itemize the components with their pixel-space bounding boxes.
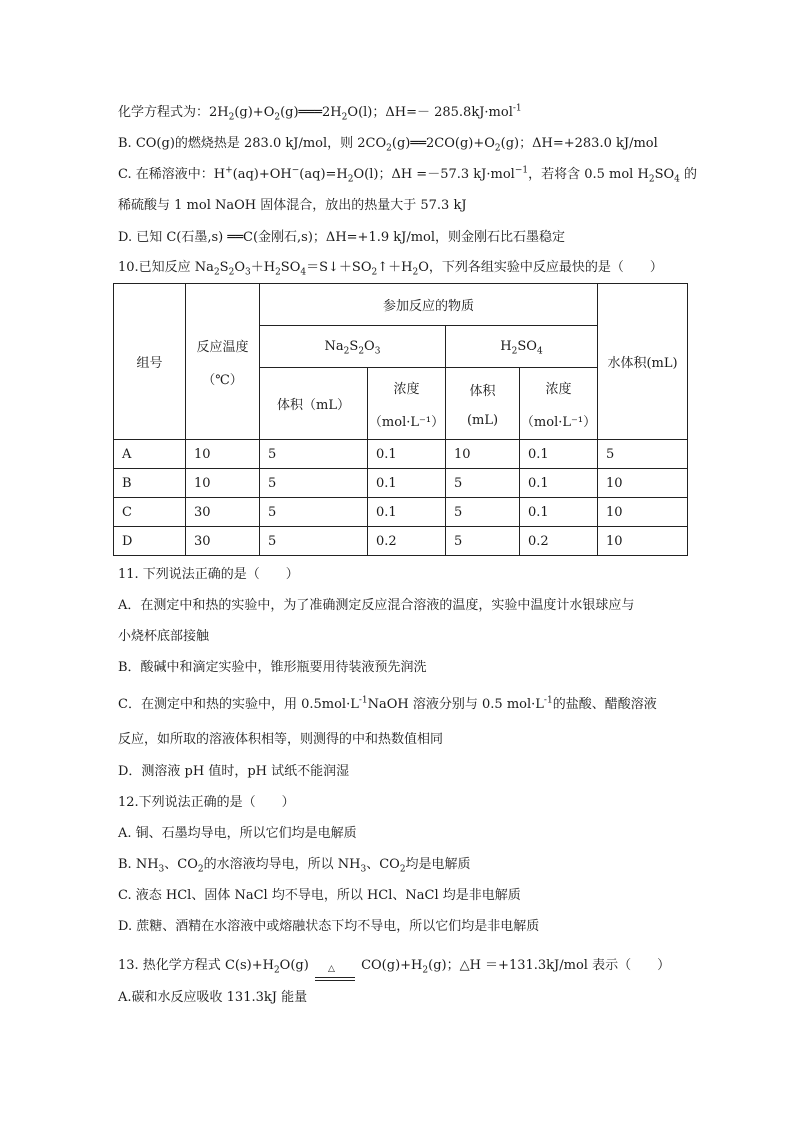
cell-h2so4-concentration: 0.2	[520, 527, 598, 556]
cell-temperature: 30	[186, 498, 260, 527]
table-row	[114, 498, 688, 527]
cell-na2s2o3-concentration: 0.1	[368, 498, 446, 527]
table-row	[114, 440, 688, 469]
q11-option-a-line1: A．在测定中和热的实验中，为了准确测定反应混合溶液的温度，实验中温度计水银球应与	[118, 598, 635, 613]
header-volume-2: 体积 (mL)	[446, 368, 520, 440]
table-row	[114, 527, 688, 556]
cell-na2s2o3-concentration: 0.1	[368, 440, 446, 469]
cell-na2s2o3-volume: 5	[260, 527, 368, 556]
cell-h2so4-concentration: 0.1	[520, 440, 598, 469]
q11-option-b: B．酸碱中和滴定实验中，锥形瓶要用待装液预先润洗	[118, 660, 427, 675]
header-temperature: 反应温度 （℃）	[186, 284, 260, 440]
q11-stem: 11. 下列说法正确的是（ ）	[118, 567, 299, 582]
q9-option-b: B. CO(g)的燃烧热是 283.0 kJ/mol，则 $2CO_2(g)══2CO(g)+O_2(g)$；ΔH=+283.0 kJ/mol	[118, 136, 658, 154]
q13-stem: 13. 热化学方程式 $C(s)+H_2O(g)$ △ $CO(g)+H_2(g)$；△H ＝+131.3kJ/mol 表示（ ）	[118, 957, 670, 975]
cell-na2s2o3-volume: 5	[260, 440, 368, 469]
header-concentration-2: 浓度 （mol·L⁻¹）	[520, 368, 598, 440]
q10-table	[113, 283, 688, 556]
header-concentration-1: 浓度 （mol·L⁻¹）	[368, 368, 446, 440]
cell-group: C	[114, 498, 186, 527]
cell-h2so4-concentration: 0.1	[520, 469, 598, 498]
q12-option-c: C. 液态 HCl、固体 NaCl 均不导电，所以 HCl、NaCl 均是非电解质	[118, 888, 521, 903]
q11-option-c-line1: C．在测定中和热的实验中，用 $0.5mol\cdot L^{-1}NaOH$ 溶液分别与 0.5 $mol\cdot L^{-1}$的盐酸、醋酸溶液	[118, 695, 657, 712]
cell-water-volume: 10	[598, 469, 688, 498]
cell-water-volume: 5	[598, 440, 688, 469]
q9-line-a: 化学方程式为：$2H_2(g)+O_2(g)═══2H_2O(l)$；ΔH=－ 285.8kJ·mol$^{-1}$	[118, 103, 522, 123]
cell-group: D	[114, 527, 186, 556]
q12-option-b: B. $NH_3$、$CO_2$的水溶液均导电，所以 $NH_3$、$CO_2$均是电解质	[118, 857, 471, 875]
q12-option-d: D. 蔗糖、酒精在水溶液中或熔融状态下均不导电，所以它们均是非电解质	[118, 919, 540, 934]
cell-h2so4-volume: 5	[446, 527, 520, 556]
q12-stem: 12.下列说法正确的是（ ）	[118, 795, 295, 810]
cell-water-volume: 10	[598, 498, 688, 527]
q9-option-d: D. 已知 C(石墨,s) ══C(金刚石,s)；ΔH=+1.9 kJ/mol，则金刚石比石墨稳定	[118, 230, 566, 245]
header-group: 组号	[114, 284, 186, 440]
q11-option-d: D．测溶液 pH 值时，pH 试纸不能润湿	[118, 764, 350, 779]
cell-na2s2o3-concentration: 0.2	[368, 527, 446, 556]
cell-na2s2o3-volume: 5	[260, 498, 368, 527]
q11-option-a-line2: 小烧杯底部接触	[118, 629, 210, 644]
q9-option-c-line1: C. 在稀溶液中：$H^+(aq)+OH^-(aq)=H_2O(l)$；ΔH =－57.3 kJ·mol$^{-1}$，若将含 0.5 mol $H_2SO_4$ 的	[118, 165, 698, 185]
cell-h2so4-volume: 5	[446, 498, 520, 527]
q9-option-c-line2: 稀硫酸与 1 mol NaOH 固体混合，放出的热量大于 57.3 kJ	[118, 198, 467, 213]
header-na2s2o3: $Na_2S_2O_3$	[260, 326, 446, 368]
cell-na2s2o3-concentration: 0.1	[368, 469, 446, 498]
cell-group: B	[114, 469, 186, 498]
cell-h2so4-volume: 5	[446, 469, 520, 498]
q13-option-a: A.碳和水反应吸收 131.3kJ 能量	[118, 990, 308, 1005]
cell-water-volume: 10	[598, 527, 688, 556]
header-volume-1: 体积（mL）	[260, 368, 368, 440]
header-water-volume: 水体积(mL)	[598, 284, 688, 440]
cell-temperature: 10	[186, 440, 260, 469]
q11-option-c-line2: 反应，如所取的溶液体积相等，则测得的中和热数值相同	[118, 732, 444, 747]
cell-temperature: 10	[186, 469, 260, 498]
cell-h2so4-volume: 10	[446, 440, 520, 469]
cell-temperature: 30	[186, 527, 260, 556]
cell-h2so4-concentration: 0.1	[520, 498, 598, 527]
q12-option-a: A. 铜、石墨均导电，所以它们均是电解质	[118, 826, 357, 841]
table-row	[114, 469, 688, 498]
cell-group: A	[114, 440, 186, 469]
header-reactants: 参加反应的物质	[260, 284, 598, 326]
cell-na2s2o3-volume: 5	[260, 469, 368, 498]
header-h2so4: $H_2SO_4$	[446, 326, 598, 368]
q10-stem: 10.已知反应 $Na_2S_2O_3+H_2SO_4=S↓+SO_2↑+H_2O$，下列各组实验中反应最快的是（ ）	[118, 260, 663, 278]
